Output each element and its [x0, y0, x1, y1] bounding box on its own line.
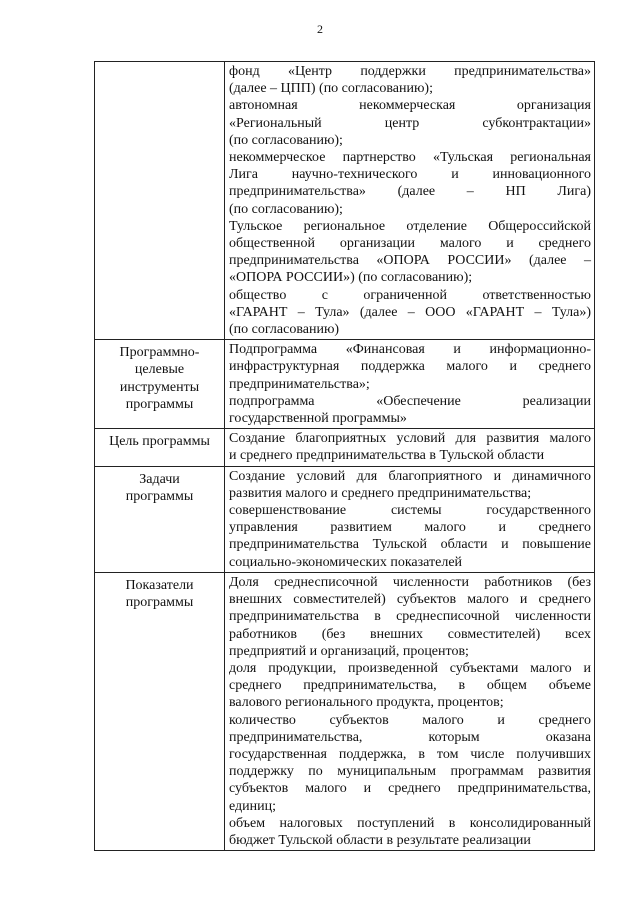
row-content [225, 466, 595, 572]
text-line: Тульское региональное отделение Общероссийской [229, 218, 591, 234]
table-row [95, 466, 595, 572]
text-line: государственная поддержка, в том числе получивших [229, 746, 591, 762]
row-label [95, 572, 225, 850]
text-line: Создание благоприятных условий для развития малого [229, 431, 591, 447]
text-line: «ОПОРА РОССИИ») (по согласованию); [229, 270, 473, 286]
text-line: фонд «Центр поддержки предпринимательства» [229, 64, 591, 79]
row-label-line: программы [125, 595, 194, 611]
text-line: поддержку по муниципальным программам развития [229, 764, 591, 780]
row-label-line: Цель программы [109, 434, 210, 450]
row-label-line: Программно- [119, 345, 200, 361]
row-content [225, 429, 595, 466]
table-row [95, 429, 595, 466]
row-content [225, 62, 595, 340]
text-line: предпринимательства «ОПОРА РОССИИ» (далее – [229, 253, 591, 269]
row-label-line: Показатели [125, 577, 194, 593]
paragraph [229, 815, 591, 849]
text-line: доля продукции, произведенной субъектами малого и [229, 660, 591, 676]
text-line: Доля среднесписочной численности работников (без [229, 574, 591, 590]
text-line: предприятий и организаций, процентов; [229, 643, 469, 659]
text-line: (по согласованию); [229, 201, 343, 217]
row-label-line: программы [125, 488, 194, 504]
paragraph [229, 149, 591, 218]
row-content [225, 572, 595, 850]
text-line: Создание условий для благоприятного и динамичного [229, 468, 591, 484]
text-line: государственной программы» [229, 411, 407, 427]
paragraph [229, 574, 591, 660]
text-line: работников (без внешних совместителей) всех [229, 626, 591, 642]
text-line: (по согласованию) [229, 322, 340, 338]
program-passport-table [94, 61, 595, 851]
page-number: 2 [317, 22, 323, 36]
text-line: (по согласованию); [229, 132, 343, 148]
text-line: совершенствование системы государственного [229, 503, 591, 519]
text-line: подпрограмма «Обеспечение реализации [229, 393, 591, 409]
paragraph [229, 63, 591, 97]
paragraph [229, 660, 591, 712]
text-line: Лига научно-технического и инновационного [229, 167, 591, 183]
text-line: предпринимательства»; [229, 376, 370, 392]
text-line: валового регионального продукта, процентов; [229, 695, 504, 711]
text-line: (далее – ЦПП) (по согласованию); [229, 81, 433, 97]
paragraph [229, 287, 591, 339]
text-line: управления развитием малого и среднего [229, 520, 591, 536]
text-line: внешних совместителей) субъектов малого и среднего [229, 592, 591, 608]
paragraph [229, 97, 591, 149]
row-label [95, 340, 225, 429]
text-line: среднего предпринимательства, в общем объеме [229, 678, 591, 694]
text-line: Подпрограмма «Финансовая и информационно- [229, 342, 591, 358]
text-line: бюджет Тульской области в результате реализации [229, 832, 531, 848]
row-label [95, 466, 225, 572]
text-line: предпринимательства в среднесписочной численности [229, 609, 591, 625]
text-line: социально-экономических показателей [229, 554, 463, 570]
text-line: общество с ограниченной ответственностью [229, 287, 591, 303]
paragraph [229, 341, 591, 393]
text-line: «Региональный центр субконтрактации» [229, 115, 591, 131]
text-line: общественной организации малого и среднего [229, 236, 591, 252]
text-line: автономная некоммерческая организация [229, 98, 591, 114]
text-line: и среднего предпринимательства в Тульской области [229, 448, 545, 464]
paragraph [229, 218, 591, 287]
row-label-line: инструменты [119, 379, 200, 395]
table-row [95, 572, 595, 850]
text-line: единиц; [229, 798, 277, 814]
text-line: объем налоговых поступлений в консолидированный [229, 815, 591, 831]
text-line: предпринимательства» (далее – НП Лига) [229, 184, 591, 200]
paragraph [229, 468, 591, 502]
text-line: субъектов малого и среднего предпринимательства, [229, 781, 591, 797]
text-line: предпринимательства, которым оказана [229, 729, 591, 745]
text-line: «ГАРАНТ – Тула» (далее – ООО «ГАРАНТ – Тула») [229, 304, 591, 320]
text-line: предпринимательства Тульской области и повышение [229, 537, 591, 553]
paragraph [229, 393, 591, 427]
paragraph [229, 502, 591, 571]
row-label [95, 62, 225, 340]
text-line: количество субъектов малого и среднего [229, 712, 591, 728]
row-label [95, 429, 225, 466]
text-line: развития малого и среднего предпринимательства; [229, 485, 532, 501]
table-body [95, 62, 595, 851]
table-row [95, 62, 595, 340]
row-label-line: целевые [134, 362, 185, 378]
text-line: некоммерческое партнерство «Тульская региональная [229, 150, 591, 166]
table-row [95, 340, 595, 429]
text-line: инфраструктурная поддержка малого и среднего [229, 359, 591, 375]
paragraph [229, 712, 591, 815]
row-content [225, 340, 595, 429]
row-label-line: Задачи [139, 471, 180, 487]
row-label-line: программы [125, 396, 194, 412]
paragraph [229, 430, 591, 464]
